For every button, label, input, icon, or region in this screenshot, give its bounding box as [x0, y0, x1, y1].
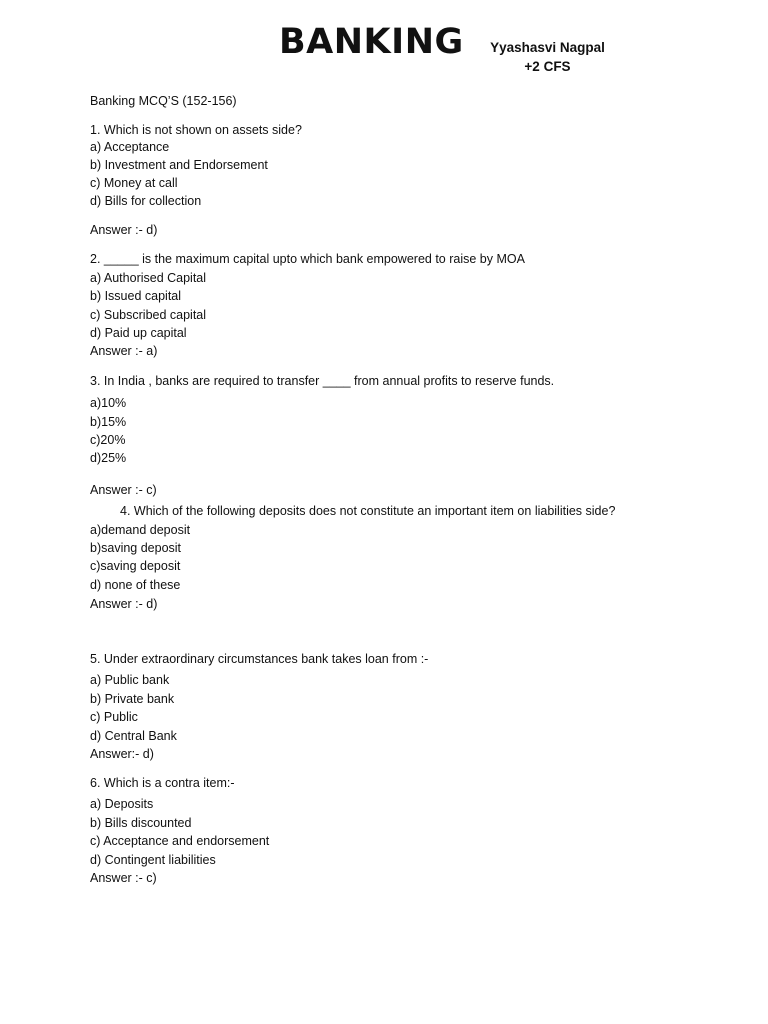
q1-option-c: c) Money at call — [90, 176, 178, 190]
q6-option-d: d) Contingent liabilities — [90, 853, 216, 867]
q6-answer: Answer :- c) — [90, 871, 157, 885]
q2-option-b: b) Issued capital — [90, 289, 182, 303]
q6-option-c: c) Acceptance and endorsement — [90, 834, 270, 848]
author-class: +2 CFS — [524, 59, 571, 74]
q3-option-d: d)25% — [90, 451, 127, 465]
q2-option-d: d) Paid up capital — [90, 326, 187, 340]
question-3: 3. In India , banks are required to transfer ____ from annual profits to reserve funds. — [90, 374, 555, 388]
question-6: 6. Which is a contra item:- — [90, 776, 235, 790]
q4-option-b: b)saving deposit — [90, 541, 182, 555]
q4-option-d: d) none of these — [90, 578, 181, 592]
q1-answer: Answer :- d) — [90, 223, 158, 237]
q4-option-c: c)saving deposit — [90, 559, 181, 573]
section-heading: Banking MCQ’S (152-156) — [90, 94, 237, 108]
question-4: 4. Which of the following deposits does not constitute an important item on liabilities side? — [120, 504, 616, 518]
q2-option-a: a) Authorised Capital — [90, 271, 207, 285]
author-name: Yyashasvi Nagpal — [490, 40, 605, 55]
q5-option-d: d) Central Bank — [90, 729, 177, 743]
q3-option-a: a)10% — [90, 396, 127, 410]
q4-option-a: a)demand deposit — [90, 523, 191, 537]
q1-option-d: d) Bills for collection — [90, 194, 202, 208]
q5-option-b: b) Private bank — [90, 692, 175, 706]
q5-answer: Answer:- d) — [90, 747, 154, 761]
q3-answer: Answer :- c) — [90, 483, 157, 497]
question-1: 1. Which is not shown on assets side? — [90, 123, 302, 137]
q2-option-c: c) Subscribed capital — [90, 308, 207, 322]
question-5: 5. Under extraordinary circumstances bank takes loan from :- — [90, 652, 429, 666]
question-2: 2. _____ is the maximum capital upto which bank empowered to raise by MOA — [90, 252, 525, 266]
q3-option-b: b)15% — [90, 415, 127, 429]
q6-option-b: b) Bills discounted — [90, 816, 192, 830]
q2-answer: Answer :- a) — [90, 344, 158, 358]
q4-answer: Answer :- d) — [90, 597, 158, 611]
q1-option-a: a) Acceptance — [90, 140, 170, 154]
q1-option-b: b) Investment and Endorsement — [90, 158, 268, 172]
q6-option-a: a) Deposits — [90, 797, 154, 811]
q5-option-c: c) Public — [90, 710, 138, 724]
q5-option-a: a) Public bank — [90, 673, 170, 687]
page-title: BANKING — [279, 22, 464, 62]
q3-option-c: c)20% — [90, 433, 126, 447]
author-block — [470, 38, 625, 76]
